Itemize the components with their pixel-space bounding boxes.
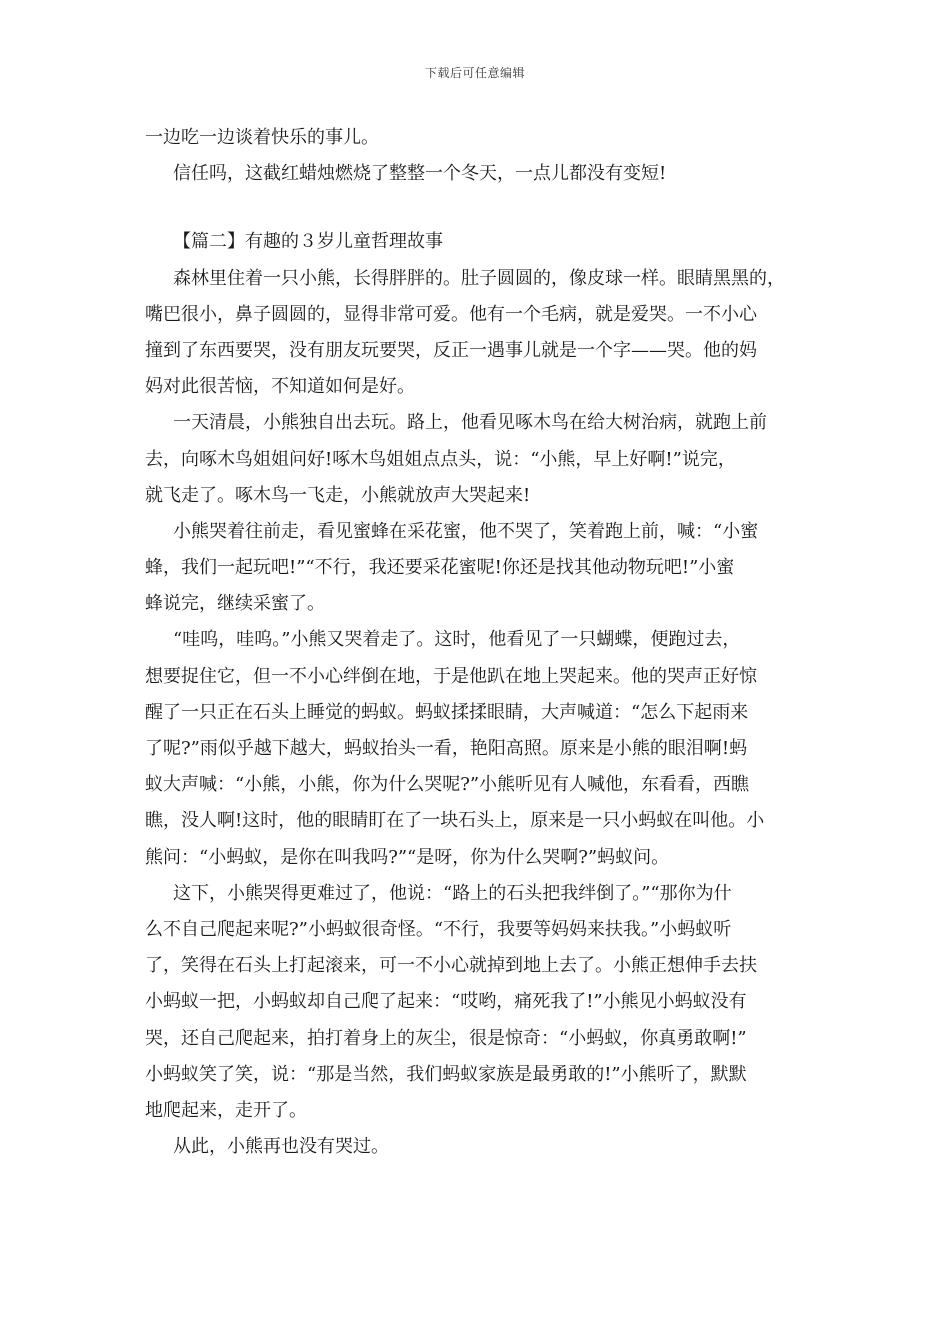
paragraph-line: 去，向啄木鸟姐姐问好!啄木鸟姐姐点点头，说：“小熊，早上好啊!”说完， <box>145 448 736 470</box>
paragraph-line: 撞到了东西要哭，没有朋友玩要哭，反正一遇事儿就是一个字——哭。他的妈 <box>145 339 757 361</box>
paragraph-line: “哇呜，哇呜。”小熊又哭着走了。这时，他看见了一只蝴蝶，便跑过去， <box>173 629 741 651</box>
paragraph-line: 蜂，我们一起玩吧!”“不行，我还要采花蜜呢!你还是找其他动物玩吧!”小蜜 <box>145 557 735 579</box>
paragraph-line: 了，笑得在石头上打起滚来，可一不小心就掉到地上去了。小熊正想伸手去扶 <box>145 955 757 977</box>
paragraph-line: 妈对此很苦恼，不知道如何是好。 <box>145 376 415 398</box>
paragraph-line: 小蚂蚁笑了笑，说：“那是当然，我们蚂蚁家族是最勇敢的!”小熊听了，默默 <box>145 1063 747 1085</box>
paragraph-line: 小蚂蚁一把，小蚂蚁却自己爬了起来：“哎哟，痛死我了!”小熊见小蚂蚁没有 <box>145 991 747 1013</box>
paragraph-line: 蚁大声喊：“小熊，小熊，你为什么哭呢?”小熊听见有人喊他，东看看，西瞧 <box>145 774 750 796</box>
section-heading: 【篇二】有趣的３岁儿童哲理故事 <box>173 231 443 253</box>
paragraph-line: 森林里住着一只小熊，长得胖胖的。肚子圆圆的，像皮球一样。眼睛黑黑的， <box>173 267 785 289</box>
paragraph-line: 就飞走了。啄木鸟一飞走，小熊就放声大哭起来! <box>145 484 531 506</box>
body-text <box>145 120 809 1165</box>
paragraph-line: 一天清晨，小熊独自出去玩。路上，他看见啄木鸟在给大树治病，就跑上前 <box>173 412 767 434</box>
paragraph-line: 地爬起来，走开了。 <box>145 1099 307 1121</box>
paragraph-line: 了呢?”雨似乎越下越大，蚂蚁抬头一看，艳阳高照。原来是小熊的眼泪啊!蚂 <box>145 738 748 759</box>
paragraph-line: 一边吃一边谈着快乐的事儿。 <box>145 127 379 148</box>
paragraph-line: 瞧，没人啊!这时，他的眼睛盯在了一块石头上，原来是一只小蚂蚁在叫他。小 <box>145 810 765 832</box>
paragraph-line: 么不自己爬起来呢?”小蚂蚁很奇怪。“不行，我要等妈妈来扶我。”小蚂蚁听 <box>145 918 732 940</box>
paragraph-line: 这下，小熊哭得更难过了，他说：“路上的石头把我绊倒了。”“那你为什 <box>173 882 732 904</box>
paragraph-line: 熊问：“小蚂蚁，是你在叫我吗?”“是呀，你为什么哭啊?”蚂蚁问。 <box>145 846 670 868</box>
paragraph-line: 嘴巴很小，鼻子圆圆的，显得非常可爱。他有一个毛病，就是爱哭。一不小心 <box>145 303 757 325</box>
paragraph-line: 哭，还自己爬起来，拍打着身上的灰尘，很是惊奇：“小蚂蚁，你真勇敢啊!” <box>145 1027 747 1049</box>
paragraph-line: 小熊哭着往前走，看见蜜蜂在采花蜜，他不哭了，笑着跑上前，喊：“小蜜 <box>173 520 759 542</box>
paragraph-line: 醒了一只正在石头上睡觉的蚂蚁。蚂蚁揉揉眼睛，大声喊道：“怎么下起雨来 <box>145 701 749 723</box>
paragraph-line: 从此，小熊再也没有哭过。 <box>173 1136 389 1158</box>
paragraph-line: 信任吗，这截红蜡烛燃烧了整整一个冬天，一点儿都没有变短! <box>173 163 667 185</box>
paragraph-line: 想要捉住它，但一不小心绊倒在地，于是他趴在地上哭起来。他的哭声正好惊 <box>145 665 757 687</box>
section-gap <box>145 192 809 224</box>
page-header: 下载后可任意编辑 <box>424 66 525 80</box>
paragraph-line: 蜂说完，继续采蜜了。 <box>145 593 325 615</box>
